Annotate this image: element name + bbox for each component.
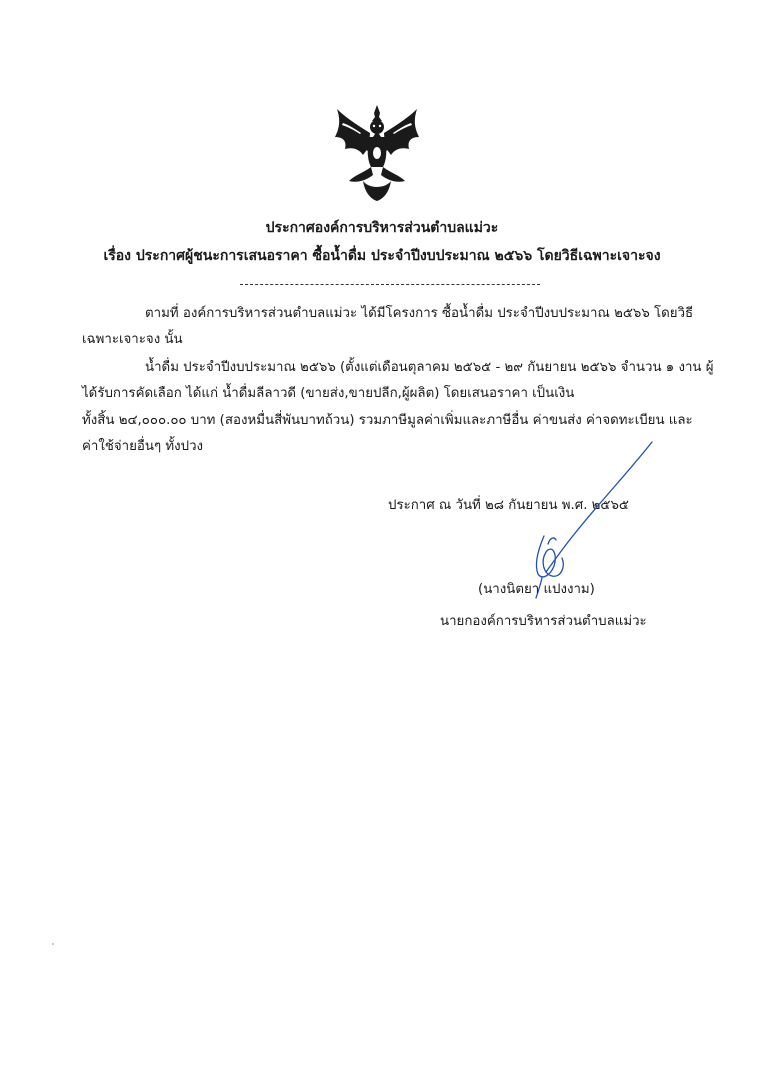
body-paragraph2-line3: ทั้งสิ้น ๒๔,๐๐๐.๐๐ บาท (สองหมื่นสี่พันบาทถ้วน) รวมภาษีมูลค่าเพิ่มและภาษีอื่น ค่าขนส่ง ค่าจดทะเบียน และ <box>82 413 693 428</box>
body-paragraph1-line2: เฉพาะเจาะจง นั้น <box>82 332 183 347</box>
divider <box>240 284 540 285</box>
garuda-emblem-icon <box>333 103 421 203</box>
handwritten-signature-icon <box>520 440 670 600</box>
announcement-date: ประกาศ ณ วันที่ ๒๘ กันยายน พ.ศ. ๒๕๖๕ <box>388 498 629 513</box>
body-paragraph2-line2: ได้รับการคัดเลือก ได้แก่ น้ำดื่มลีลาวดี (ขายส่ง,ขายปลีก,ผู้ผลิต) โดยเสนอราคา เป็นเงิน <box>82 386 575 401</box>
signer-position: นายกองค์การบริหารส่วนตำบลแม่วะ <box>440 614 647 629</box>
organization-title: ประกาศองค์การบริหารส่วนตำบลแม่วะ <box>265 220 499 236</box>
scan-speck <box>52 943 54 945</box>
signer-name: (นางนิตยา แปงงาม) <box>478 582 595 597</box>
body-paragraph1-line1: ตามที่ องค์การบริหารส่วนตำบลแม่วะ ได้มีโครงการ ซื้อน้ำดื่ม ประจำปีงบประมาณ ๒๕๖๖ โดยวิธี <box>145 306 694 321</box>
body-paragraph2-line4: ค่าใช้จ่ายอื่นๆ ทั้งปวง <box>82 439 204 454</box>
subject-title: เรื่อง ประกาศผู้ชนะการเสนอราคา ซื้อน้ำดื่ม ประจำปีงบประมาณ ๒๕๖๖ โดยวิธีเฉพาะเจาะจง <box>103 248 661 264</box>
body-paragraph2-line1: น้ำดื่ม ประจำปีงบประมาณ ๒๕๖๖ (ตั้งแต่เดือนตุลาคม ๒๕๖๕ - ๒๙ กันยายน ๒๕๖๖ จำนวน ๑ งาน ผู้ <box>145 360 714 375</box>
